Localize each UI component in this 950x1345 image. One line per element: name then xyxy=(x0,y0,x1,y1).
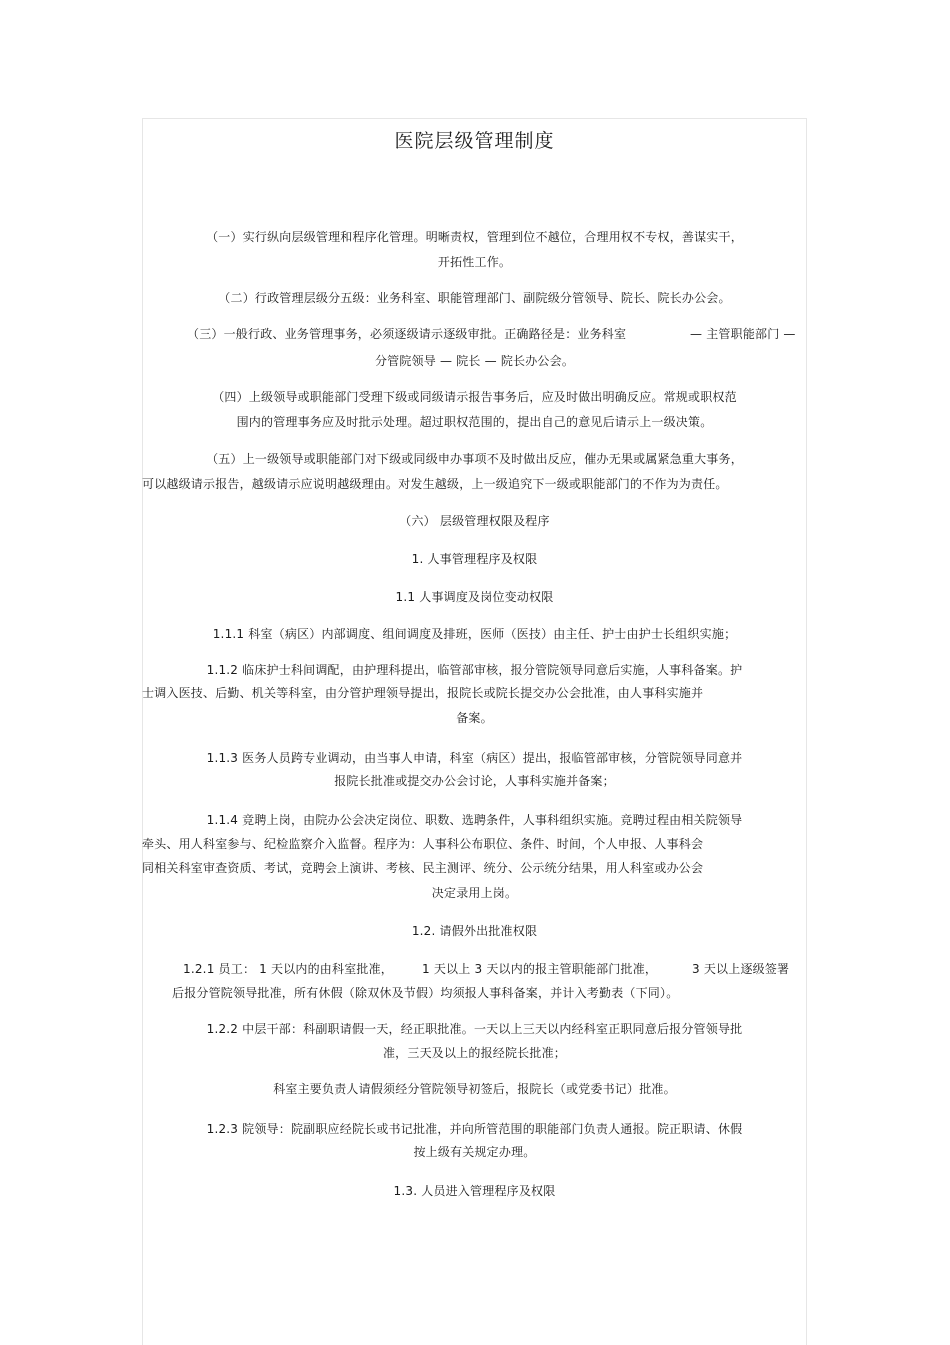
para-2-line-1: （二）行政管理层级分五级：业务科室、职能管理部门、副院级分管领导、院长、院长办公会。 xyxy=(218,291,731,305)
section-1-2-2-line-2: 准，三天及以上的报经院长批准； xyxy=(382,1046,566,1060)
section-1-2-1-line-1b: 1 天以上 3 天以内的报主管职能部门批准， xyxy=(422,962,658,976)
section-1-2-1-line-2: 后报分管院领导批准，所有休假（除双休及节假）均须报人事科备案，并计入考勤表（下同）。 xyxy=(172,986,679,1000)
section-1-1-3-line-1: 1.1.3 医务人员跨专业调动，由当事人申请，科室（病区）提出，报临管部审核，分管院领导同意并 xyxy=(206,751,743,765)
para-1-line-2: 开拓性工作。 xyxy=(437,255,512,269)
section-1-1-2-line-2: 士调入医技、后勤、机关等科室，由分管护理领导提出，报院长或院长提交办公会批准，由人事科实施并 xyxy=(142,686,704,700)
para-4-line-1: （四）上级领导或职能部门受理下级或同级请示报告事务后，应及时做出明确反应。常规或职权范 xyxy=(212,390,737,404)
section-1-2-3-line-2: 按上级有关规定办理。 xyxy=(413,1145,536,1159)
section-1-1-4-line-3: 同相关科室审查资质、考试，竞聘会上演讲、考核、民主测评、统分、公示统分结果，用人科室或办公会 xyxy=(142,861,704,875)
para-1-line-1: （一）实行纵向层级管理和程序化管理。明晰责权，管理到位不越位，合理用权不专权，善谋实干， xyxy=(206,230,743,244)
section-1-2-3-line-1: 1.2.3 院领导：院副职应经院长或书记批准，并向所管范围的职能部门负责人通报。院正职请、休假 xyxy=(206,1122,743,1136)
section-1-2-1-line-1a: 1.2.1 员工： 1 天以内的由科室批准， xyxy=(183,962,394,976)
para-5-line-2: 可以越级请示报告，越级请示应说明越级理由。对发生越级，上一级追究下一级或职能部门的不作为为责任。 xyxy=(142,477,728,491)
heading-1-3: 1.3. 人员进入管理程序及权限 xyxy=(393,1184,556,1198)
section-1-1-4-line-2: 牵头、用人科室参与、纪检监察介入监督。程序为：人事科公布职位、条件、时间，个人申报、人事科会 xyxy=(142,837,704,851)
para-4-line-2: 围内的管理事务应及时批示处理。超过职权范围的，提出自己的意见后请示上一级决策。 xyxy=(236,415,713,429)
heading-1-1: 1.1 人事调度及岗位变动权限 xyxy=(395,590,554,604)
para-3-line-1b: — 主管职能部门 — xyxy=(690,327,796,341)
para-3-line-1a: （三）一般行政、业务管理事务，必须逐级请示逐级审批。正确路径是：业务科室 xyxy=(187,327,627,341)
heading-1-2: 1.2. 请假外出批准权限 xyxy=(411,924,538,938)
para-3-line-2: 分管院领导 — 院长 — 院长办公会。 xyxy=(374,354,575,368)
document-title: 医院层级管理制度 xyxy=(394,130,555,152)
heading-6: （六） 层级管理权限及程序 xyxy=(399,514,550,528)
section-1-1-4-line-1: 1.1.4 竞聘上岗，由院办公会决定岗位、职数、选聘条件，人事科组织实施。竞聘过程由相关院领导 xyxy=(206,813,743,827)
section-1-2-1-line-1c: 3 天以上逐级签署 xyxy=(692,962,790,976)
section-1-2-2-line-1: 1.2.2 中层干部：科副职请假一天，经正职批准。一天以上三天以内经科室正职同意后报分管领导批 xyxy=(206,1022,743,1036)
section-1-2-2-line-3: 科室主要负责人请假须经分管院领导初签后，报院长（或党委书记）批准。 xyxy=(273,1082,676,1096)
section-1-1-2-line-1: 1.1.2 临床护士科间调配，由护理科提出，临管部审核，报分管院领导同意后实施，人事科备案。护 xyxy=(206,663,743,677)
section-1-1-2-line-3: 备案。 xyxy=(456,711,493,725)
section-1-1-3-line-2: 报院长批准或提交办公会讨论，人事科实施并备案； xyxy=(334,774,615,788)
section-1-1-4-line-4: 决定录用上岗。 xyxy=(431,886,518,900)
section-1-1-1: 1.1.1 科室（病区）内部调度、组间调度及排班，医师（医技）由主任、护士由护士长组织实施； xyxy=(212,627,737,641)
heading-1: 1. 人事管理程序及权限 xyxy=(411,552,538,566)
para-5-line-1: （五）上一级领导或职能部门对下级或同级申办事项不及时做出反应，催办无果或属紧急重大事务， xyxy=(206,452,743,466)
